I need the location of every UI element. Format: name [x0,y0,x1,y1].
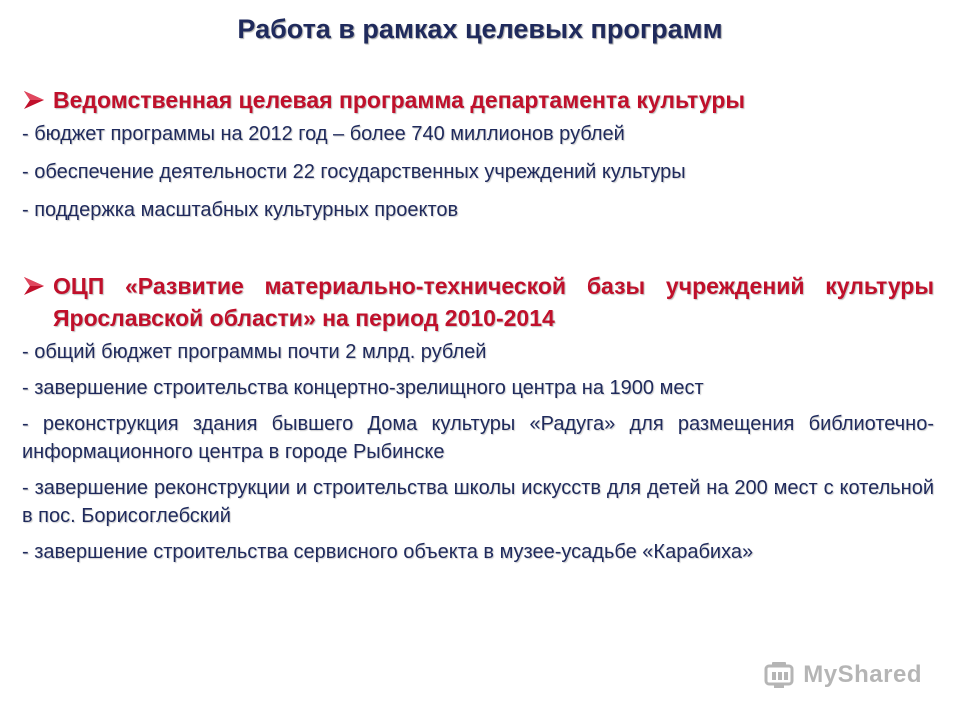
section1-item: - обеспечение деятельности 22 государственных учреждений культуры [22,161,686,183]
section1-item: - бюджет программы на 2012 год – более 740 миллионов рублей [22,123,625,145]
section2-item: - реконструкция здания бывшего Дома культуры «Радуга» для размещения библиотечно-информационного центра в городе Рыбинске [22,413,934,463]
section2-item: - завершение строительства концертно-зрелищного центра на 1900 мест [22,377,704,399]
section1-item: - поддержка масштабных культурных проектов [22,199,459,221]
section2-heading [22,270,934,334]
arrow-bullet-icon [22,275,46,297]
section1-heading-text: Ведомственная целевая программа департамента культуры [53,87,746,113]
section2-item: - завершение строительства сервисного объекта в музее-усадьбе «Карабиха» [22,541,754,563]
watermark [763,660,922,690]
myshared-logo-icon [763,660,797,690]
section2-item: - общий бюджет программы почти 2 млрд. рублей [22,341,487,363]
section1-heading [22,84,934,116]
slide-content [22,84,934,566]
slide-title: Работа в рамках целевых программ [237,14,723,44]
arrow-bullet-icon [22,89,46,111]
section2-item: - завершение реконструкции и строительства школы искусств для детей на 200 мест с котельной в пос. Борисоглебский [22,477,934,527]
watermark-text: MyShared [803,661,922,688]
section2-heading-text: ОЦП «Развитие материально-технической базы учреждений культуры Ярославской области» на период 2010-2014 [53,273,934,331]
